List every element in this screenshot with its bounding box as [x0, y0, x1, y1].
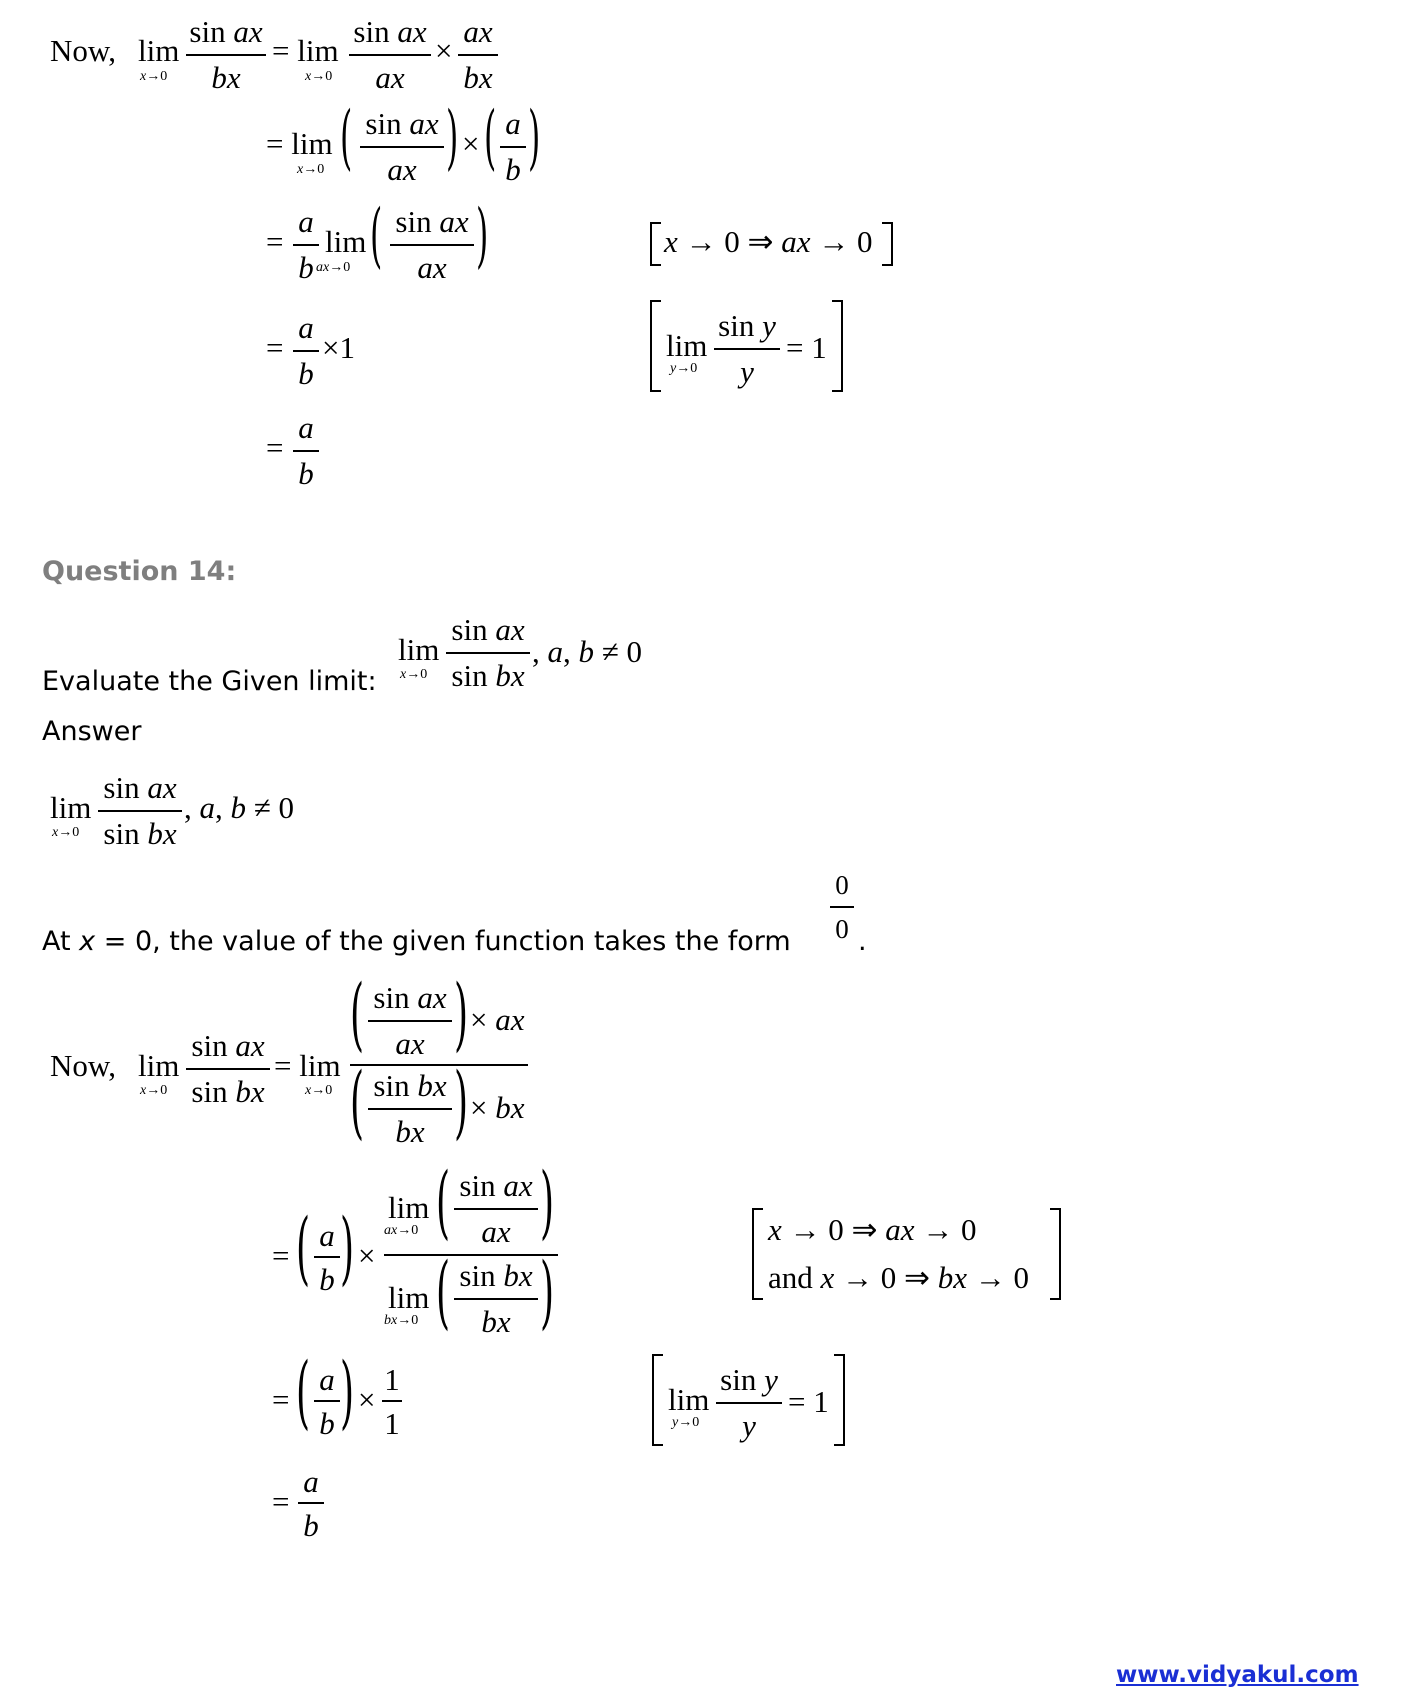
- form-fraction-num: 0: [835, 870, 849, 900]
- answer-label: Answer: [42, 716, 142, 747]
- fraction: sin ax: [189, 14, 263, 49]
- question-text: Evaluate the Given limit:: [42, 666, 377, 697]
- question-heading: Question 14:: [42, 556, 237, 587]
- lim: lim: [138, 33, 180, 68]
- indeterminate-form-text: At x = 0, the value of the given function takes the form: [42, 926, 791, 957]
- form-fraction-den: 0: [835, 914, 849, 944]
- now-label: Now,: [50, 33, 117, 68]
- lim-subscript: x→0: [140, 69, 168, 84]
- footer-website-link[interactable]: www.vidyakul.com: [1116, 1662, 1359, 1688]
- now-label-2: Now,: [50, 1048, 117, 1083]
- period: .: [858, 926, 867, 957]
